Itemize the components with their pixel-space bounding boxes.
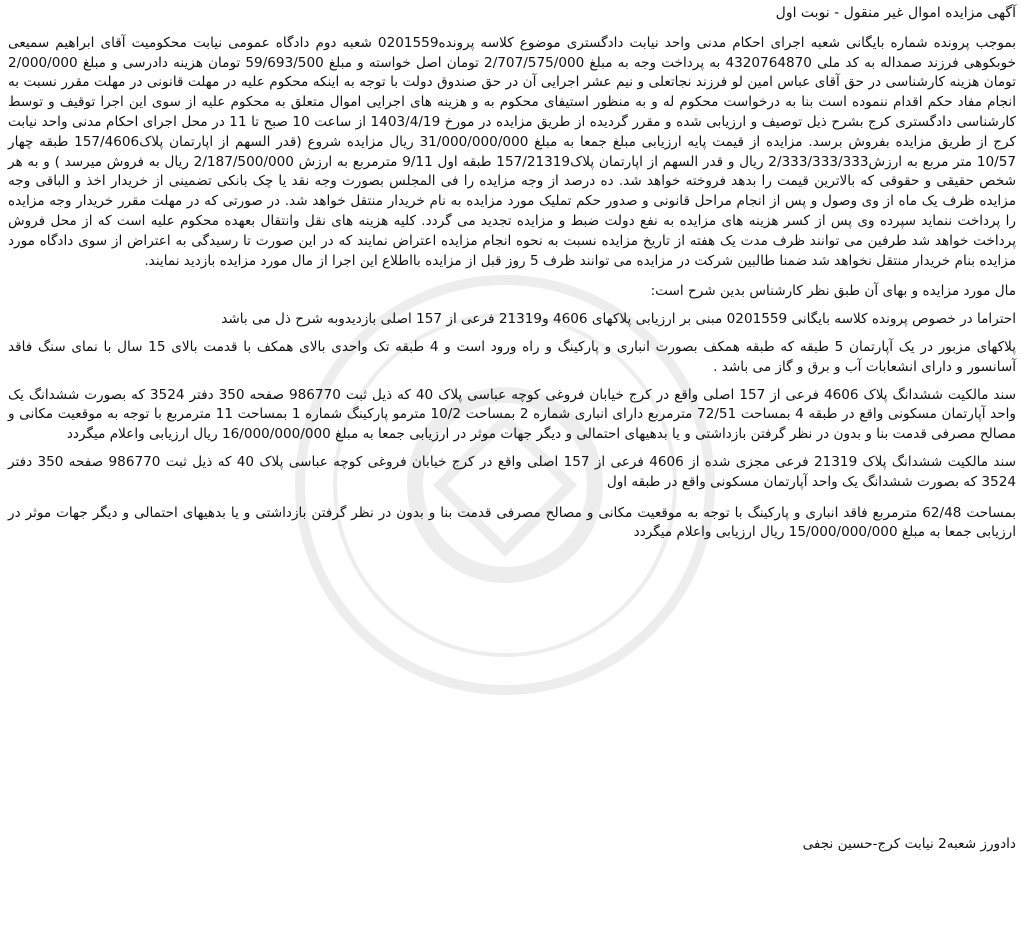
section-heading: مال مورد مزایده و بهای آن طبق نظر کارشناس بدین شرح است: [650,283,1016,300]
signature-line: دادورز شعبه2 نیابت کرج-حسین نجفی [802,836,1016,852]
plate-21319-valuation-paragraph: بمساحت 62/48 مترمربع فاقد انباری و پارکینگ با توجه به موقعیت مکانی و مصالح مصرفی قدمت بنا و بدون در نظر گرفتن بازداشتی و یا بدهیهای احتمالی و دیگر جهات موثر در ارزیابی جمعا به مبلغ 15/000/000/000 ریال ارزیابی واعلام میگردد [8,504,1017,541]
plate-4606-paragraph: سند مالکیت ششدانگ پلاک 4606 فرعی از 157 اصلی واقع در کرج خیابان فروغی کوچه عباسی پلاک 40 که ذیل ثبت 986770 صفحه 350 دفتر 3524 که بصورت ششدانگ یک واحد آپارتمان مسکونی واقع در طبقه 4 بمساحت 72/51 مترمربع دارای انباری شماره 2 بمساحت 10/2 مترمو پارکینگ شماره 1 بمساحت 11 مترمربع با توجه به موقعیت مکانی و مصالح مصرفی قدمت بنا و بدون در نظر گرفتن بازداشتی و یا بدهیهای احتمالی و دیگر جهات موثر در ارزیابی جمعا به مبلغ 16/000/000/000 ریال ارزیابی واعلام میگردد [8,386,1017,443]
building-description-paragraph: پلاکهای مزبور در یک آپارتمان 5 طبقه که طبقه همکف بصورت انباری و پارکینگ و راه ورود است و 4 طبقه تک واحدی بالای همکف با قدمت بالای 15 سال با نمای سنگ فاقد آسانسور و دارای انشعابات آب و برق و گاز می باشد . [8,338,1016,375]
notice-intro-paragraph: بموجب پرونده شماره بایگانی شعبه اجرای احکام مدنی واحد نیابت دادگستری موضوع کلاسه پرونده0201559 شعبه دوم دادگاه عمومی نیابت محکومیت آقای ابراهیم سمیعی خوبکوهی فرزند صمداله به کد ملی 4320764870 به پرداخت وجه به مبلغ 2/707/575/000 تومان اصل خواسته و مبلغ 59/693/500 تومان هزینه دادرسی و مبلغ 2/000/000 تومان هزینه کارشناسی در حق آقای عباس امین لو فرزند نجاتعلی و نیم عشر اجرایی آن در حق صندوق دولت با توجه به اینکه محکوم علیه در مهلت قانونی در مهلت مقرر نسبت به انجام مفاد حکم اقدام ننموده است بنا به درخواست محکوم له و به منظور استیفای محکوم به و هزینه های اجرایی اموال متعلق به محکوم علیه از سوی این اجرا توقیف و توسط کارشناسی دادگستری کرج بشرح ذیل توصیف و ارزیابی شده و مقرر گردیده از طریق مزایده در مورخ 1403/4/19 از ساعت 10 صبح تا 11 در محل اجرای احکام مدنی واحد نیابت کرج از طریق مزایده بفروش برسد. مزایده از قیمت پایه ارزیابی مبلغ جمعا به مبلغ 31/000/000/000 ریال مزایده شروع (قدر السهم از اپارتمان پلاک157/4606 طبقه چهار 10/57 متر مربع به ارزش2/333/333/333 ریال و قدر السهم از اپارتمان پلاک157/21319 طبقه اول 9/11 مترمربع به ارزش 2/187/500/000 ریال به فروش میرسد ) و به هر شخص حقیقی و حقوقی که بالاترین قیمت را بدهد فروخته خواهد شد. ده درصد از وجه مزایده را فی المجلس بصورت وجه نقد یا چک بانکی تضمینی از خریدار اخذ و الباقی وجه مزایده ظرف یک ماه از وی وصول و پس از انجام مراحل قانونی و صدور حکم تملیک مورد مزایده به نام خریدار منتقل خواهد شد. در صورتی که در مهلت مقرر خریدار وجه مزایده را پرداخت ننماید سپرده وی پس از کسر هزینه های مزایده به نفع دولت ضبط و مزایده تجدید می گردد. کلیه هزینه های نقل وانتقال بعهده محکوم علیه است که از محل فروش پرداخت خواهد شد طرفین می توانند ظرف مدت یک هفته از تاریخ مزایده نسبت به نحوه انجام مزایده اعتراض نمایند که در این صورت تا رسیدگی به اعتراض از سوی دادگاه مورد مزایده بنام خریدار منتقل نخواهد شد ضمنا طالبین شرکت در مزایده می توانند ظرف 5 روز قبل از مزایده بااطلاع این اجرا از مال مورد مزایده بازدید نمایند. [8,34,1016,269]
expert-opinion-paragraph: احتراما در خصوص پرونده کلاسه بایگانی 0201559 مبنی بر ارزیابی پلاکهای 4606 و21319 فرعی از 157 اصلی بازدیدوبه شرح ذل می باشد [221,311,1016,328]
notice-title: آگهی مزایده اموال غیر منقول - نوبت اول [775,5,1016,21]
plate-21319-paragraph: سند مالکیت ششدانگ پلاک 21319 فرعی مجزی شده از 4606 فرعی از 157 اصلی واقع در کرج خیابان فروغی کوچه عباسی پلاک 40 که ذیل ثبت 986770 صفحه 350 دفتر 3524 که بصورت ششدانگ یک واحد آپارتمان مسکونی واقع در طبقه اول [8,453,1017,490]
